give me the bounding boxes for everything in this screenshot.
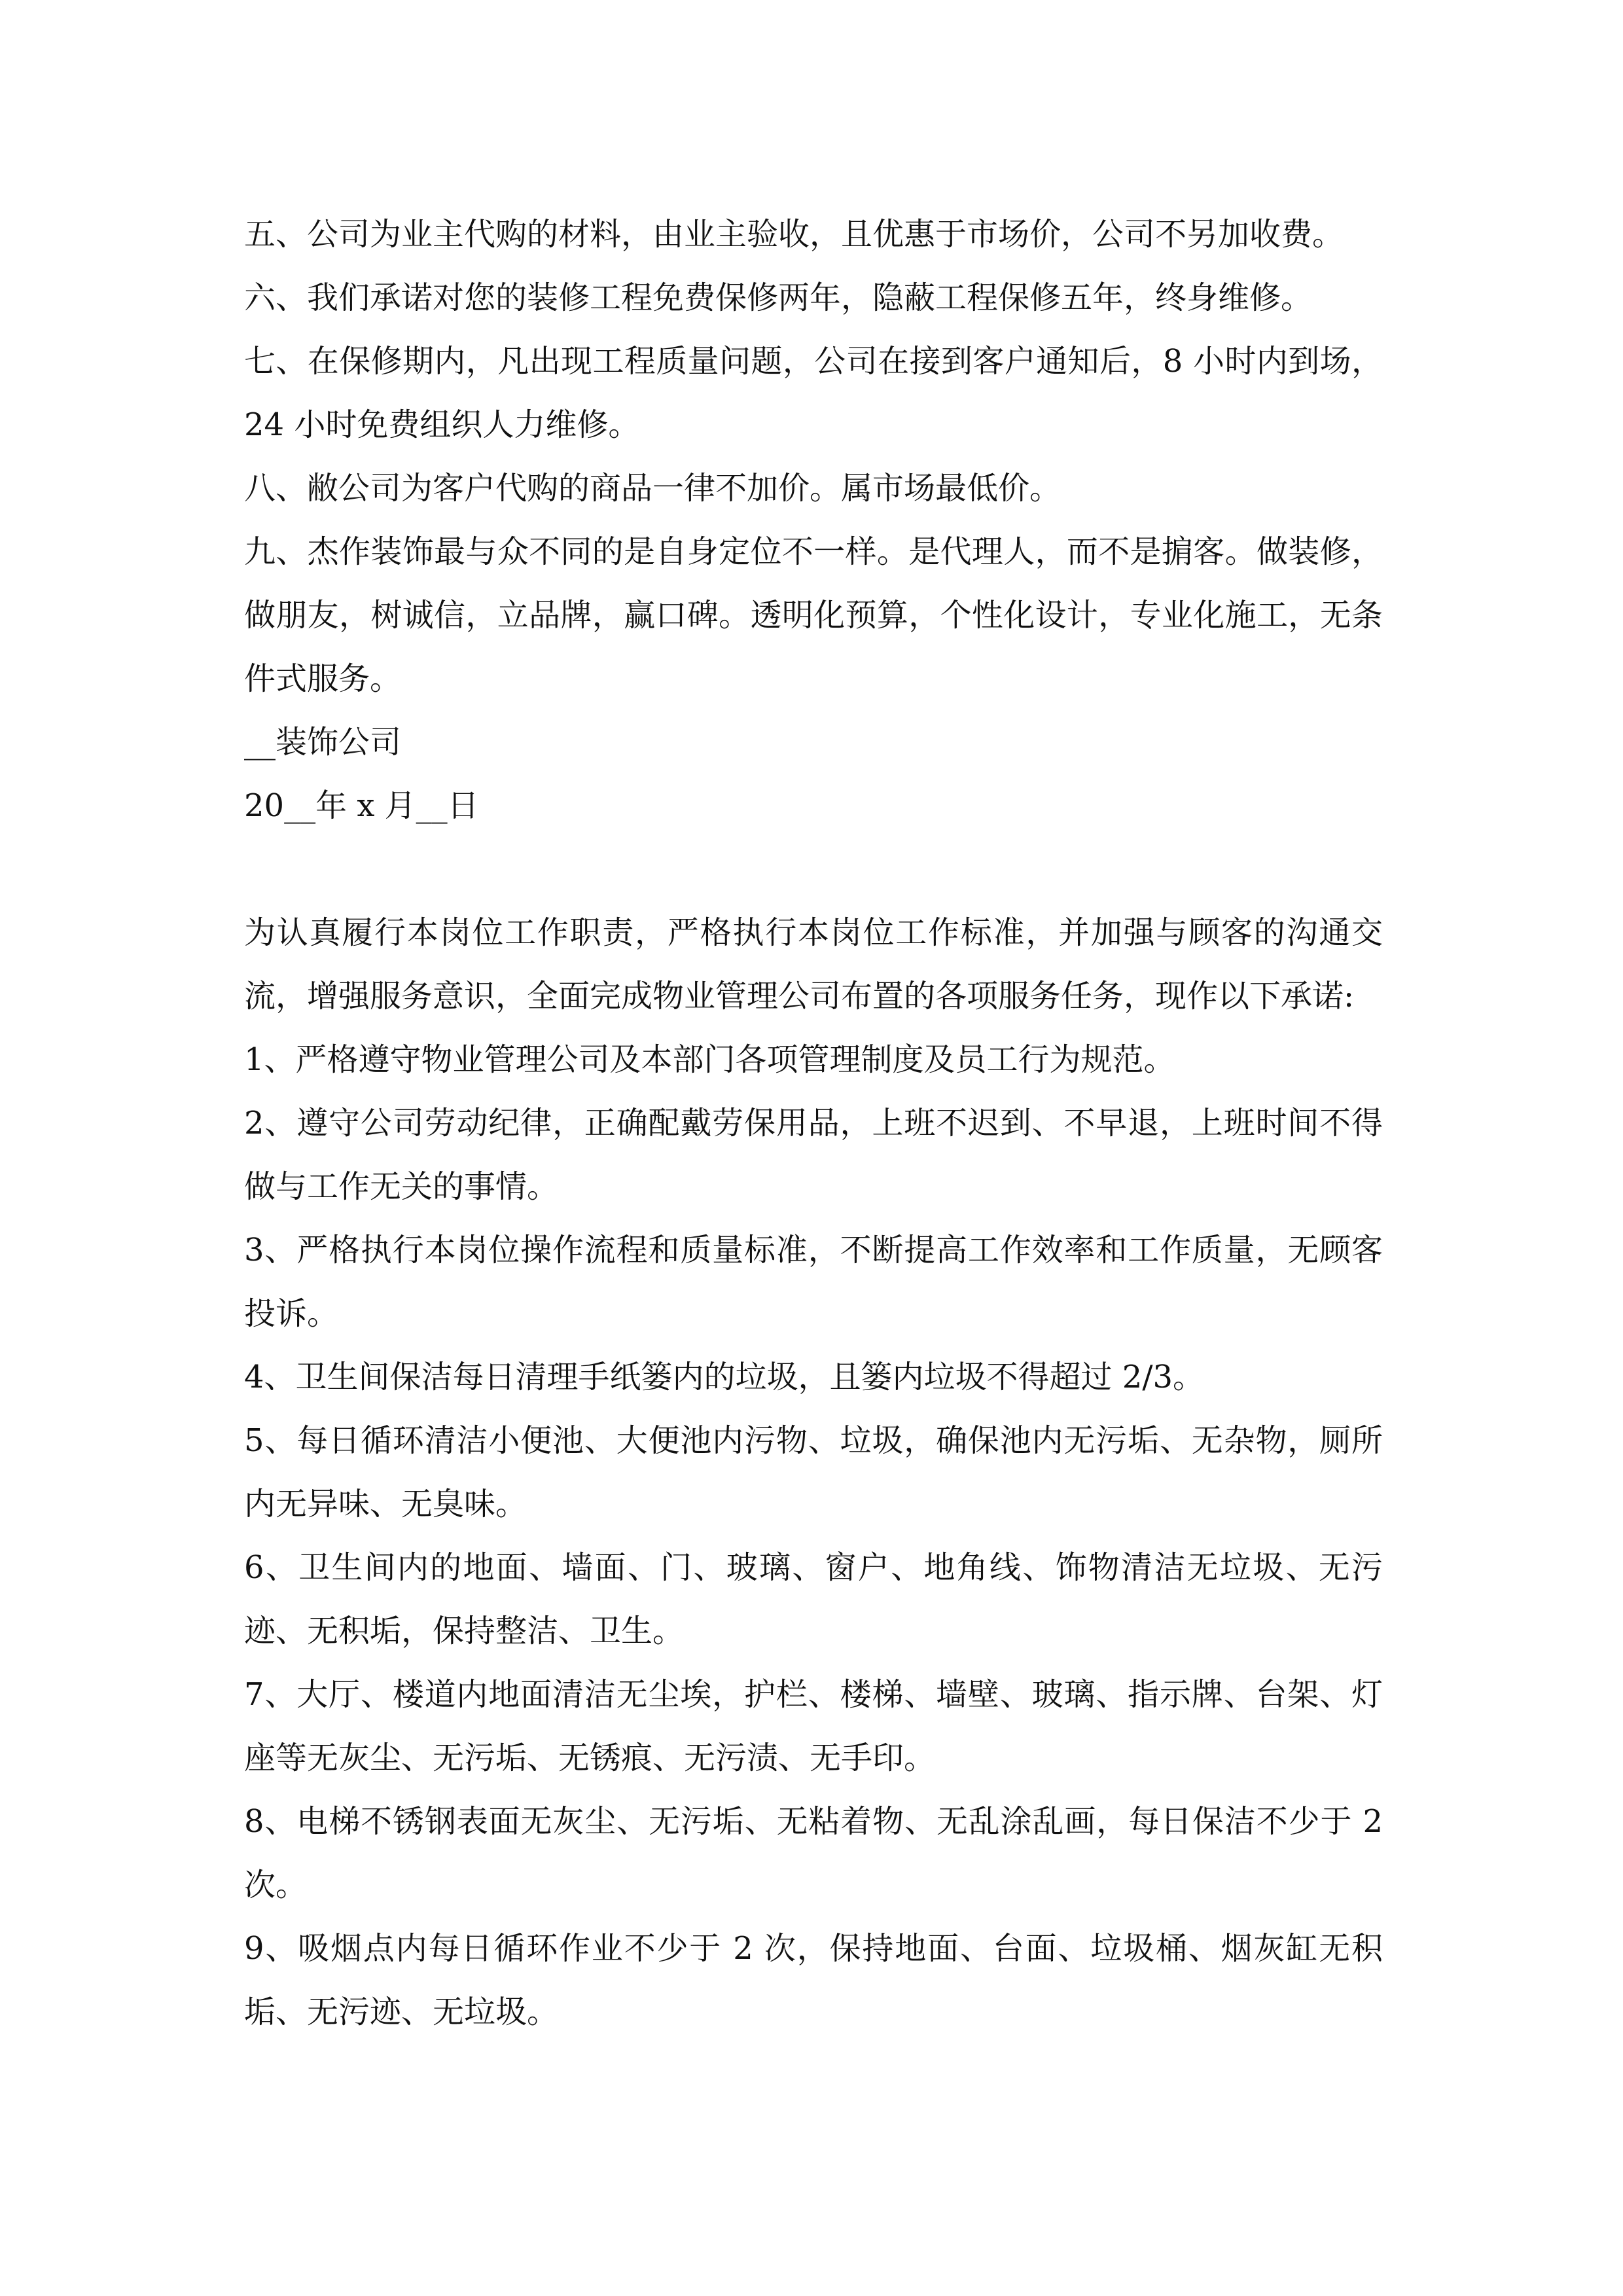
commitment-intro: 为认真履行本岗位工作职责，严格执行本岗位工作标准，并加强与顾客的沟通交流，增强服务意识，全面完成物业管理公司布置的各项服务任务，现作以下承诺: bbox=[244, 914, 1383, 1014]
commitment-item-6: 6、卫生间内的地面、墙面、门、玻璃、窗户、地角线、饰物清洁无垃圾、无污迹、无积垢，保持整洁、卫生。 bbox=[244, 1549, 1383, 1649]
paragraph-item-6: 六、我们承诺对您的装修工程免费保修两年，隐蔽工程保修五年，终身维修。 bbox=[244, 279, 1313, 316]
commitment-item-4: 4、卫生间保洁每日清理手纸篓内的垃圾，且篓内垃圾不得超过 2/3。 bbox=[244, 1359, 1205, 1395]
commitment-item-5: 5、每日循环清洁小便池、大便池内污物、垃圾，确保池内无污垢、无杂物，厕所内无异味、无臭味。 bbox=[244, 1422, 1383, 1522]
commitment-item-9: 9、吸烟点内每日循环作业不少于 2 次，保持地面、台面、垃圾桶、烟灰缸无积垢、无污迹、无垃圾。 bbox=[244, 1930, 1383, 2030]
paragraph-item-7: 七、在保修期内，凡出现工程质量问题，公司在接到客户通知后，8 小时内到场，24 小时免费组织人力维修。 bbox=[244, 343, 1383, 443]
company-signature: __装饰公司 bbox=[244, 724, 402, 761]
commitment-item-3: 3、严格执行本岗位操作流程和质量标准，不断提高工作效率和工作质量，无顾客投诉。 bbox=[244, 1232, 1383, 1332]
section-spacer bbox=[244, 838, 1383, 901]
signature-date: 20__年 x 月__日 bbox=[244, 787, 479, 824]
paragraph-item-5: 五、公司为业主代购的材料，由业主验收，且优惠于市场价，公司不另加收费。 bbox=[244, 216, 1344, 253]
commitment-item-7: 7、大厅、楼道内地面清洁无尘埃，护栏、楼梯、墙壁、玻璃、指示牌、台架、灯座等无灰尘、无污垢、无锈痕、无污渍、无手印。 bbox=[244, 1676, 1383, 1776]
paragraph-item-8: 八、敝公司为客户代购的商品一律不加价。属市场最低价。 bbox=[244, 470, 1061, 507]
document-body bbox=[244, 203, 1383, 2044]
commitment-item-1: 1、严格遵守物业管理公司及本部门各项管理制度及员工行为规范。 bbox=[244, 1041, 1175, 1078]
commitment-item-8: 8、电梯不锈钢表面无灰尘、无污垢、无粘着物、无乱涂乱画，每日保洁不少于 2 次。 bbox=[244, 1803, 1383, 1903]
commitment-item-2: 2、遵守公司劳动纪律，正确配戴劳保用品，上班不迟到、不早退，上班时间不得做与工作无关的事情。 bbox=[244, 1105, 1383, 1205]
paragraph-item-9: 九、杰作装饰最与众不同的是自身定位不一样。是代理人，而不是掮客。做装修，做朋友，树诚信，立品牌，赢口碑。透明化预算，个性化设计，专业化施工，无条件式服务。 bbox=[244, 533, 1383, 697]
